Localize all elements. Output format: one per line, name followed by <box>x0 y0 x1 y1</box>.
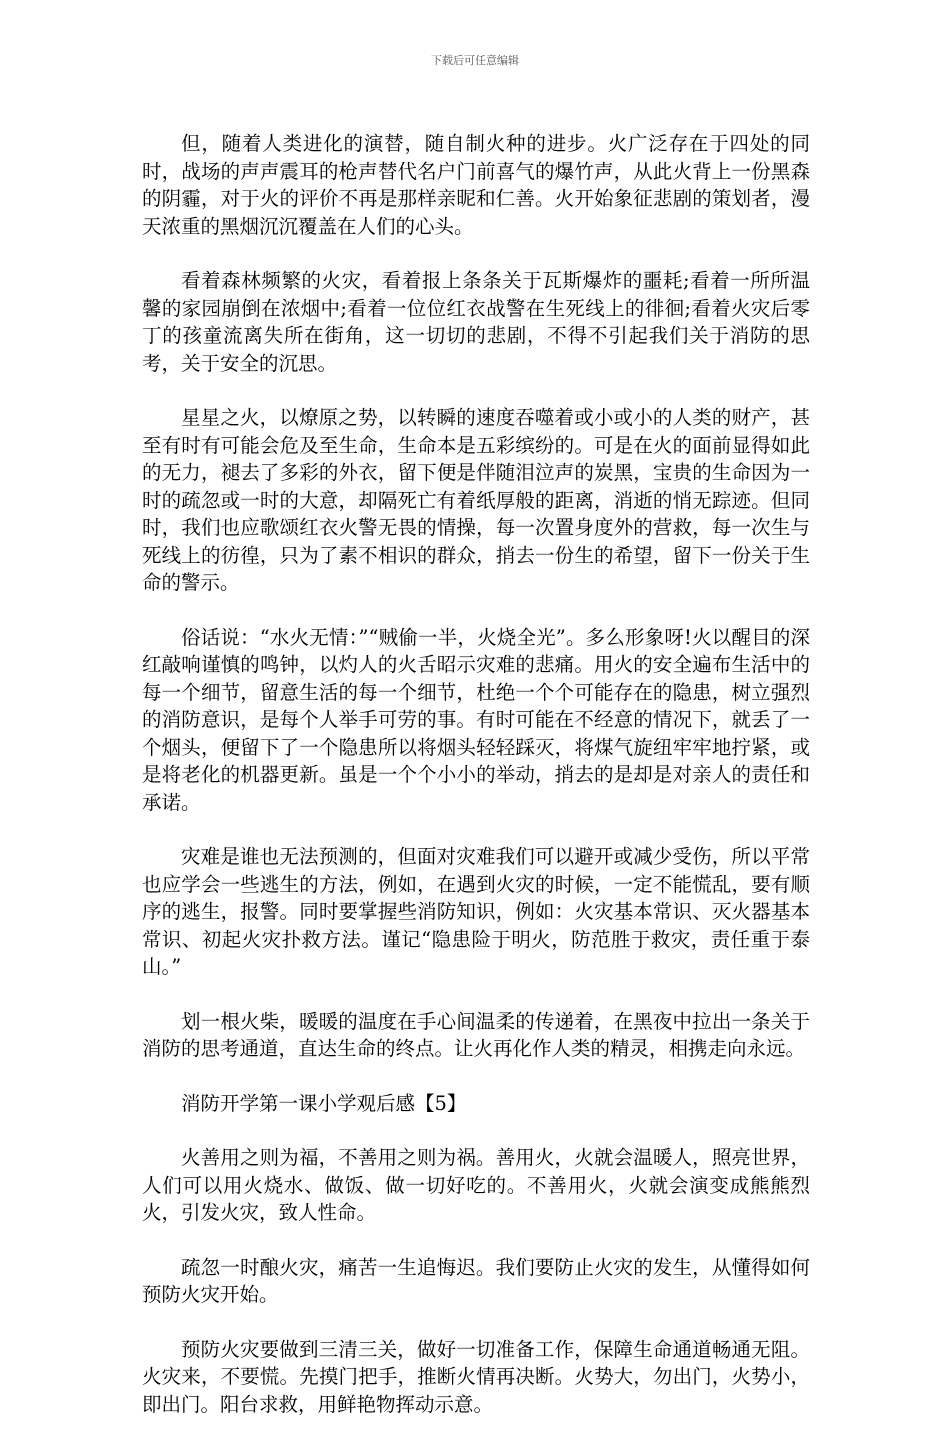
paragraph: 划一根火柴，暖暖的温度在手心间温柔的传递着，在黑夜中拉出一条关于消防的思考通道，直达生命的终点。让火再化作人类的精灵，相携走向永远。 <box>142 1009 810 1060</box>
paragraph: 俗话说：“水火无情：”“贼偷一半，火烧全光”。多么形象呀!火以醒目的深红敲响谨慎的鸣钟，以灼人的火舌昭示灾难的悲痛。用火的安全遍布生活中的每一个细节，留意生活的每一个细节，杜绝一个个可能存在的隐患，树立强烈的消防意识，是每个人举手可劳的事。有时可能在不经意的情况下，就丢了一个烟头，便留下了一个隐患所以将烟头轻轻踩灭，将煤气旋纽牢牢地拧紧，或是将老化的机器更新。虽是一个个小小的举动，捎去的是却是对亲人的责任和承诺。 <box>142 625 810 814</box>
document-body <box>142 130 810 1445</box>
paragraph: 看着森林频繁的火灾，看着报上条条关于瓦斯爆炸的噩耗;看着一所所温馨的家园崩倒在浓烟中;看着一位位红衣战警在生死线上的徘徊;看着火灾后零丁的孩童流离失所在街角，这一切切的悲剧，不得不引起我们关于消防的思考，关于安全的沉思。 <box>142 269 810 375</box>
paragraph: 星星之火，以燎原之势，以转瞬的速度吞噬着或小或小的人类的财产，甚至有时有可能会危及至生命，生命本是五彩缤纷的。可是在火的面前显得如此的无力，褪去了多彩的外衣，留下便是伴随泪泣声的炭黑，宝贵的生命因为一时的疏忽或一时的大意，却隔死亡有着纸厚般的距离，消逝的悄无踪迹。但同时，我们也应歌颂红衣火警无畏的情操，每一次置身度外的营救，每一次生与死线上的彷徨，只为了素不相识的群众，捎去一份生的希望，留下一份关于生命的警示。 <box>142 406 810 594</box>
paragraph: 火善用之则为福，不善用之则为祸。善用火，火就会温暖人，照亮世界，人们可以用火烧水、做饭、做一切好吃的。不善用火，火就会演变成熊熊烈火，引发火灾，致人性命。 <box>142 1146 810 1224</box>
section-title: 消防开学第一课小学观后感【5】 <box>181 1091 467 1115</box>
page-header: 下载后可任意编辑 <box>431 54 519 67</box>
paragraph: 预防火灾要做到三清三关，做好一切准备工作，保障生命通道畅通无阻。火灾来，不要慌。先摸门把手，推断火情再决断。火势大，勿出门，火势小，即出门。阳台求救，用鲜艳物挥动示意。 <box>142 1337 810 1416</box>
paragraph: 但，随着人类进化的演替，随自制火种的进步。火广泛存在于四处的同时，战场的声声震耳的枪声替代名户门前喜气的爆竹声，从此火背上一份黑森的阴霾，对于火的评价不再是那样亲昵和仁善。火开始象征悲剧的策划者，漫天浓重的黑烟沉沉覆盖在人们的心头。 <box>142 132 810 238</box>
paragraph: 疏忽一时酿火灾，痛苦一生追悔迟。我们要防止火灾的发生，从懂得如何预防火灾开始。 <box>142 1255 810 1306</box>
paragraph: 灾难是谁也无法预测的，但面对灾难我们可以避开或减少受伤，所以平常也应学会一些逃生的方法，例如，在遇到火灾的时候，一定不能慌乱，要有顺序的逃生，报警。同时要掌握些消防知识，例如：火灾基本常识、灭火器基本常识、初起火灾扑救方法。谨记“隐患险于明火，防范胜于救灾，责任重于泰山。” <box>142 845 810 978</box>
